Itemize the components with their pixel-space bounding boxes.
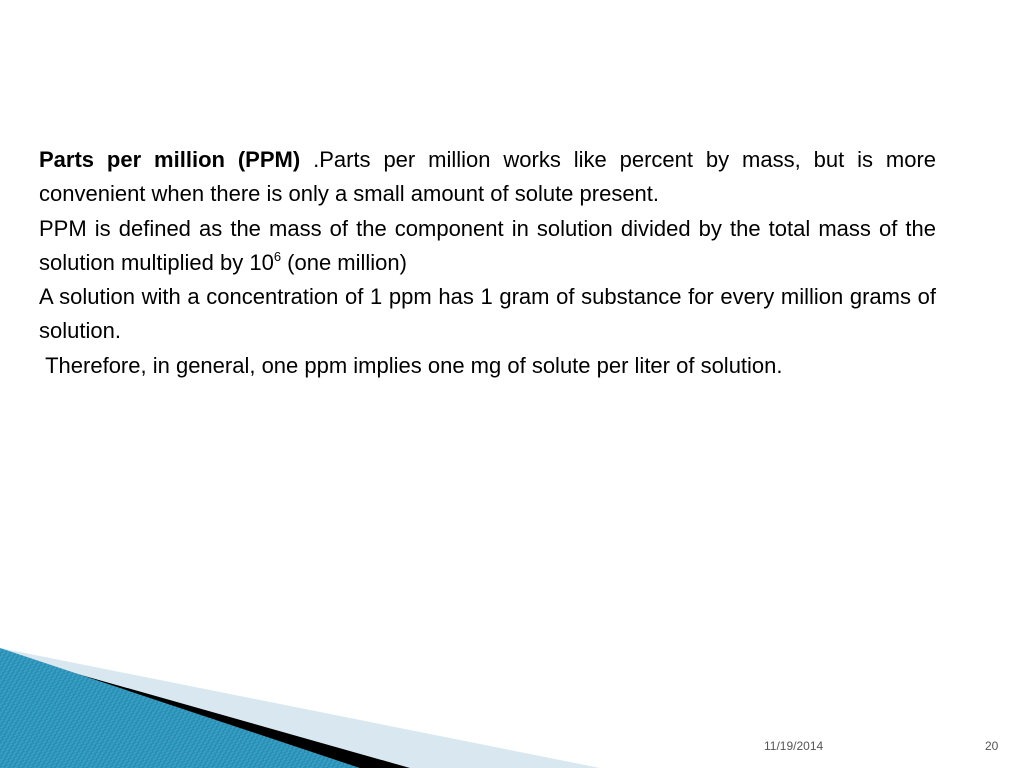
footer-date: 11/19/2014: [764, 739, 824, 753]
paragraph-ppm-formula: [39, 212, 936, 281]
footer-page-number: 20: [985, 739, 999, 753]
exponent: 6: [273, 248, 282, 264]
paragraph-ppm-example: [39, 280, 936, 349]
paragraph-text: Therefore, in general, one ppm implies one mg of solute per liter of solution.: [39, 352, 783, 378]
paragraph-text: A solution with a concentration of 1 ppm has 1 gram of substance for every million grams of solution.: [39, 284, 936, 344]
paragraph-text: (one million): [281, 249, 407, 275]
decor-blue-band: [0, 648, 360, 768]
paragraph-ppm-definition: [39, 143, 936, 212]
slide-corner-decoration: [0, 640, 1024, 768]
paragraph-ppm-conclusion: [39, 349, 936, 383]
paragraph-text: PPM is defined as the mass of the component in solution divided by the total mass of the solution multiplied by 10: [39, 215, 936, 275]
term-heading: Parts per million (PPM): [39, 147, 301, 172]
slide-body-text: [39, 143, 936, 383]
paragraph-text: .Parts per million works like percent by mass, but is more convenient when there is only a small amount of solute present.: [39, 147, 937, 207]
